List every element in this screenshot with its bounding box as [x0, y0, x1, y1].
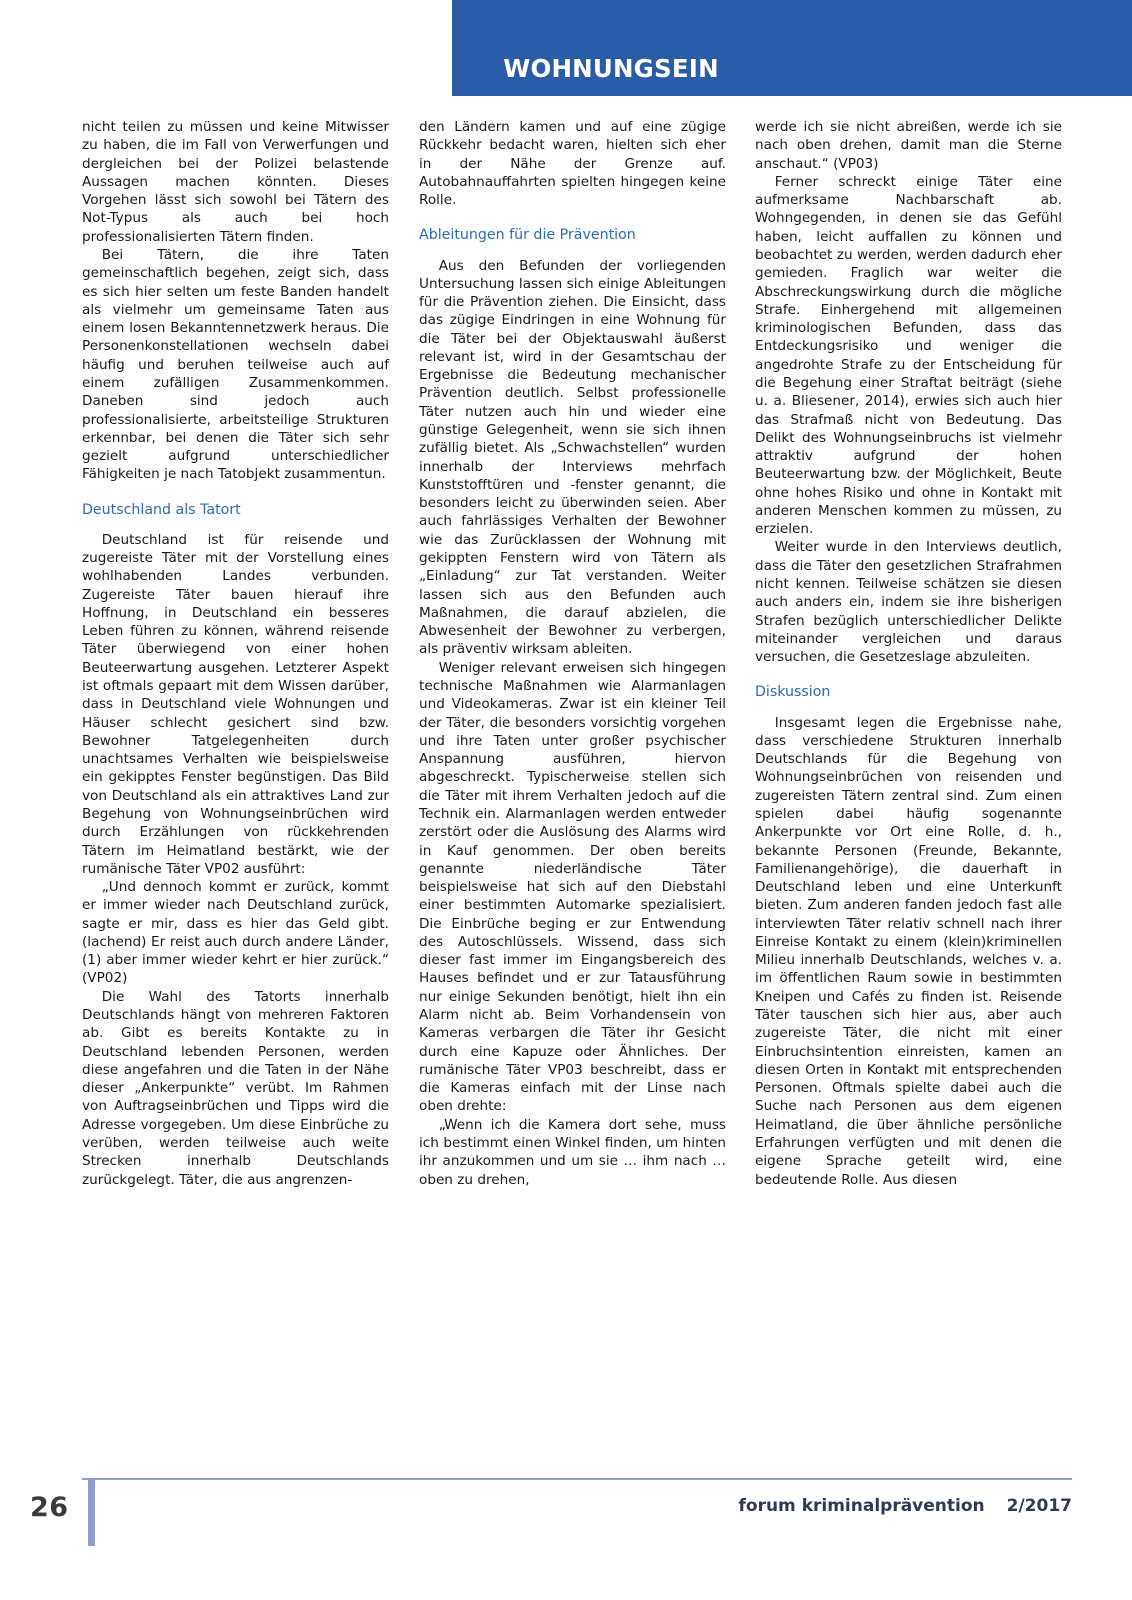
body-paragraph: Insgesamt legen die Ergebnisse nahe, dass verschiedene Strukturen innerhalb Deutschlands für die Begehung von Wohnungseinbrüchen von reisenden und zugereisten Tätern zentral sind. Zum einen spielen dabei häufig sogenannte Ankerpunkte vor Ort eine Rolle, d. h., bekannte Personen (Freunde, Bekannte, Familienangehörige), die dauerhaft in Deutschland leben und eine Unterkunft bieten. Zum anderen fanden jedoch fast alle interviewten Täter relativ schnell nach ihrer Einreise Kontakt zu einem (klein)kriminellen Milieu innerhalb Deutschlands, welches v. a. im öffentlichen Raum sowie in bestimmten Kneipen und Cafés zu finden ist. Reisende Täter tauschen sich hier aus, aber auch zugereiste Täter, die nicht mit einer Einbruchsintention einreisten, kamen an diesen Orten in Kontakt mit entsprechenden Personen. Oftmals spielte dabei auch die Suche nach Personen aus dem eigenen Heimatland, die über ähnliche persönliche Erfahrungen verfügten und mit denen die eigene Sprache geteilt wird, eine bedeutende Rolle. Aus diesen	[755, 714, 1062, 1188]
footer-divider	[82, 1478, 1072, 1480]
body-paragraph: den Ländern kamen und auf eine zügige Rückkehr bedacht waren, hielten sich eher in der Nähe der Grenze auf. Autobahnauffahrten spielten hingegen keine Rolle.	[419, 119, 726, 209]
footer-publication-info	[739, 1496, 1073, 1516]
text-column-3	[755, 118, 1062, 1189]
header-title-rest: BRUCH UND PRÄVENTION	[718, 54, 1074, 83]
body-paragraph: nicht teilen zu müssen und keine Mitwisser zu haben, die im Fall von Verwerfungen und dergleichen bei der Polizei belastende Aussagen machen könnten. Dieses Vorgehen lässt sich sowohl bei Tätern des Not-Typus als auch bei hoch professionalisierten Tätern finden.	[82, 119, 389, 245]
block-quote	[82, 878, 389, 988]
footer-accent-bar	[88, 1478, 95, 1546]
section-subheading: Deutschland als Tatort	[82, 501, 241, 518]
block-quote	[755, 118, 1062, 173]
body-paragraph: Ferner schreckt einige Täter eine aufmerksame Nachbarschaft ab. Wohngegenden, in denen sie das Gefühl haben, leicht auffallen zu können und beobachtet zu werden, werden dadurch eher gemieden. Fraglich war weiter die Abschreckungswirkung durch die mögliche Strafe. Einhergehend mit allgemeinen kriminologischen Befunden, dass das Entdeckungsrisiko und weniger die angedrohte Strafe zu der Entscheidung für die Begehung einer Straftat beiträgt (siehe u. a. Bliesener, 2014), erwies sich auch hier das Strafmaß nicht von Bedeutung. Das Delikt des Wohnungseinbruchs ist vielmehr attraktiv aufgrund der hohen Beuteerwartung bzw. der Möglichkeit, Beute ohne hohes Risiko und ohne in Kontakt mit anderen Menschen kommen zu müssen, zu erzielen.	[755, 173, 1062, 538]
body-paragraph: Weiter wurde in den Interviews deutlich, dass die Täter den gesetzlichen Strafrahmen nicht kennen. Teilweise schätzen sie diesen auch anders ein, indem sie ihre bisherigen Strafen bezüglich unterschiedlicher Delikte miteinander vergleichen und daraus versuchen, die Gesetzeslage abzuleiten.	[755, 539, 1062, 666]
text-column-1	[82, 118, 389, 1189]
body-paragraph: Bei Tätern, die ihre Taten gemeinschaftlich begehen, zeigt sich, dass es sich hier selten um feste Banden handelt als vielmehr um gemeinsame Taten aus einem losen Bekanntennetzwerk heraus. Die Personenkonstellationen wechseln dabei häufig und beruhen teilweise auch auf einem zufälligen Zusammenkommen. Daneben sind jedoch auch professionalisierte, arbeitsteilige Strukturen erkennbar, bei denen die Täter sich sehr gezielt aufgrund unterschiedlicher Fähigkeiten je nach Tatobjekt zusammentun.	[82, 246, 389, 483]
page-header-title	[452, 54, 1074, 83]
section-subheading: Diskussion	[755, 684, 831, 701]
publication-name: forum kriminalprävention	[738, 1496, 985, 1516]
header-title-highlight: WOHNUNGSEIN	[503, 54, 719, 83]
text-column-2	[419, 118, 726, 1189]
quote-source: (VP03)	[828, 155, 879, 172]
quote-source: (VP02)	[82, 970, 128, 987]
issue-number: 2/2017	[1006, 1496, 1072, 1516]
quote-text: „Wenn ich die Kamera dort sehe, muss ich bestimmt einen Winkel finden, um hinten ihr anzukommen und um sie … ihm nach … oben zu drehen,	[419, 1116, 726, 1188]
quote-text: „Und dennoch kommt er zurück, kommt er immer wieder nach Deutschland zurück, sagte er mir, dass es hier das Geld gibt. (lachend) Er reist auch durch andere Länder, (1) aber immer wieder kehrt er hier zurück.“	[82, 879, 389, 969]
body-paragraph: Deutschland ist für reisende und zugereiste Täter mit der Vorstellung eines wohlhabenden Landes verbunden. Zugereiste Täter bauen hierauf ihre Hoffnung, in Deutschland ein besseres Leben führen zu können, während reisende Täter überwiegend von einer hohen Beuteerwartung ausgehen. Letzterer Aspekt ist oftmals gepaart mit dem Wissen darüber, dass in Deutschland viele Wohnungen und Häuser schlecht gesichert sind bzw. Bewohner Tatgelegenheiten durch unachtsames Verhalten wie beispielsweise ein gekipptes Fenster begünstigen. Das Bild von Deutschland als ein attraktives Land zur Begehung von Wohnungseinbrüchen wird durch Erzählungen von rückkehrenden Tätern im Heimatland bestärkt, wie der rumänische Täter VP02 ausführt:	[82, 531, 389, 877]
body-paragraph: Weniger relevant erweisen sich hingegen technische Maßnahmen wie Alarmanlagen und Videokameras. Zwar ist ein kleiner Teil der Täter, die besonders vorsichtig vorgehen und ihre Taten unter großer psychischer Anspannung ausführen, hiervon abgeschreckt. Typischerweise stellen sich die Täter mit ihrem Verhalten jedoch auf die Technik ein. Alarmanlagen werden entweder zerstört oder die Auslösung des Alarms wird in Kauf genommen. Der oben bereits genannte niederländische Täter beispielsweise hat sich auf den Diebstahl einer bestimmten Automarke spezialisiert. Die Einbrüche beging er zur Entwendung des Autoschlüssels. Wissend, dass sich dieser fast immer im Eingangsbereich des Hauses befindet und er zur Tatausführung nur einige Sekunden benötigt, hielt ihn ein Alarm nicht ab. Beim Vorhandensein von Kameras verbargen die Täter ihr Gesicht durch eine Kapuze oder Ähnliches. Der rumänische Täter VP03 beschreibt, dass er die Kameras einfach mit der Linse nach oben drehte:	[419, 659, 726, 1115]
body-paragraph: Aus den Befunden der vorliegenden Untersuchung lassen sich einige Ableitungen für die Prävention ziehen. Die Einsicht, dass das zügige Eindringen in eine Wohnung für die Täter bei der Objektauswahl äußerst relevant ist, wird in der Gesamtschau der Ergebnisse die Bedeutung mechanischer Prävention deutlich. Selbst professionelle Täter nutzen auch hin und wieder eine günstige Gelegenheit, wenn sie sich ihnen zufällig bietet. Als „Schwachstellen“ wurden innerhalb der Interviews mehrfach Kunststofftüren und -fenster genannt, die besonders leicht zu überwinden seien. Aber auch fahrlässiges Verhalten der Bewohner wie das Zurücklassen der Wohnung mit gekippten Fenstern wird von Tätern als „Einladung“ zur Tat verstanden. Weiter lassen sich aus den Befunden auch Maßnahmen, die darauf abzielen, die Abwesenheit der Bewohner zu verbergen, als präventiv wirksam ableiten.	[419, 257, 726, 658]
block-quote	[419, 1116, 726, 1189]
page-number: 26	[30, 1492, 69, 1523]
quote-text: werde ich sie nicht abreißen, werde ich sie nach oben drehen, damit man die Sterne anschaut.“	[755, 119, 1062, 172]
section-subheading: Ableitungen für die Prävention	[419, 227, 636, 244]
body-paragraph: Die Wahl des Tatorts innerhalb Deutschlands hängt von mehreren Faktoren ab. Gibt es bereits Kontakte zu in Deutschland lebenden Personen, werden diese angefahren und die Taten in der Nähe dieser „Ankerpunkte“ verübt. Im Rahmen von Auftragseinbrüchen und Tipps wird die Adresse vorgegeben. Um diese Einbrüche zu verüben, werden teilweise auch weite Strecken innerhalb Deutschlands zurückgelegt. Täter, die aus angrenzen-	[82, 988, 389, 1188]
